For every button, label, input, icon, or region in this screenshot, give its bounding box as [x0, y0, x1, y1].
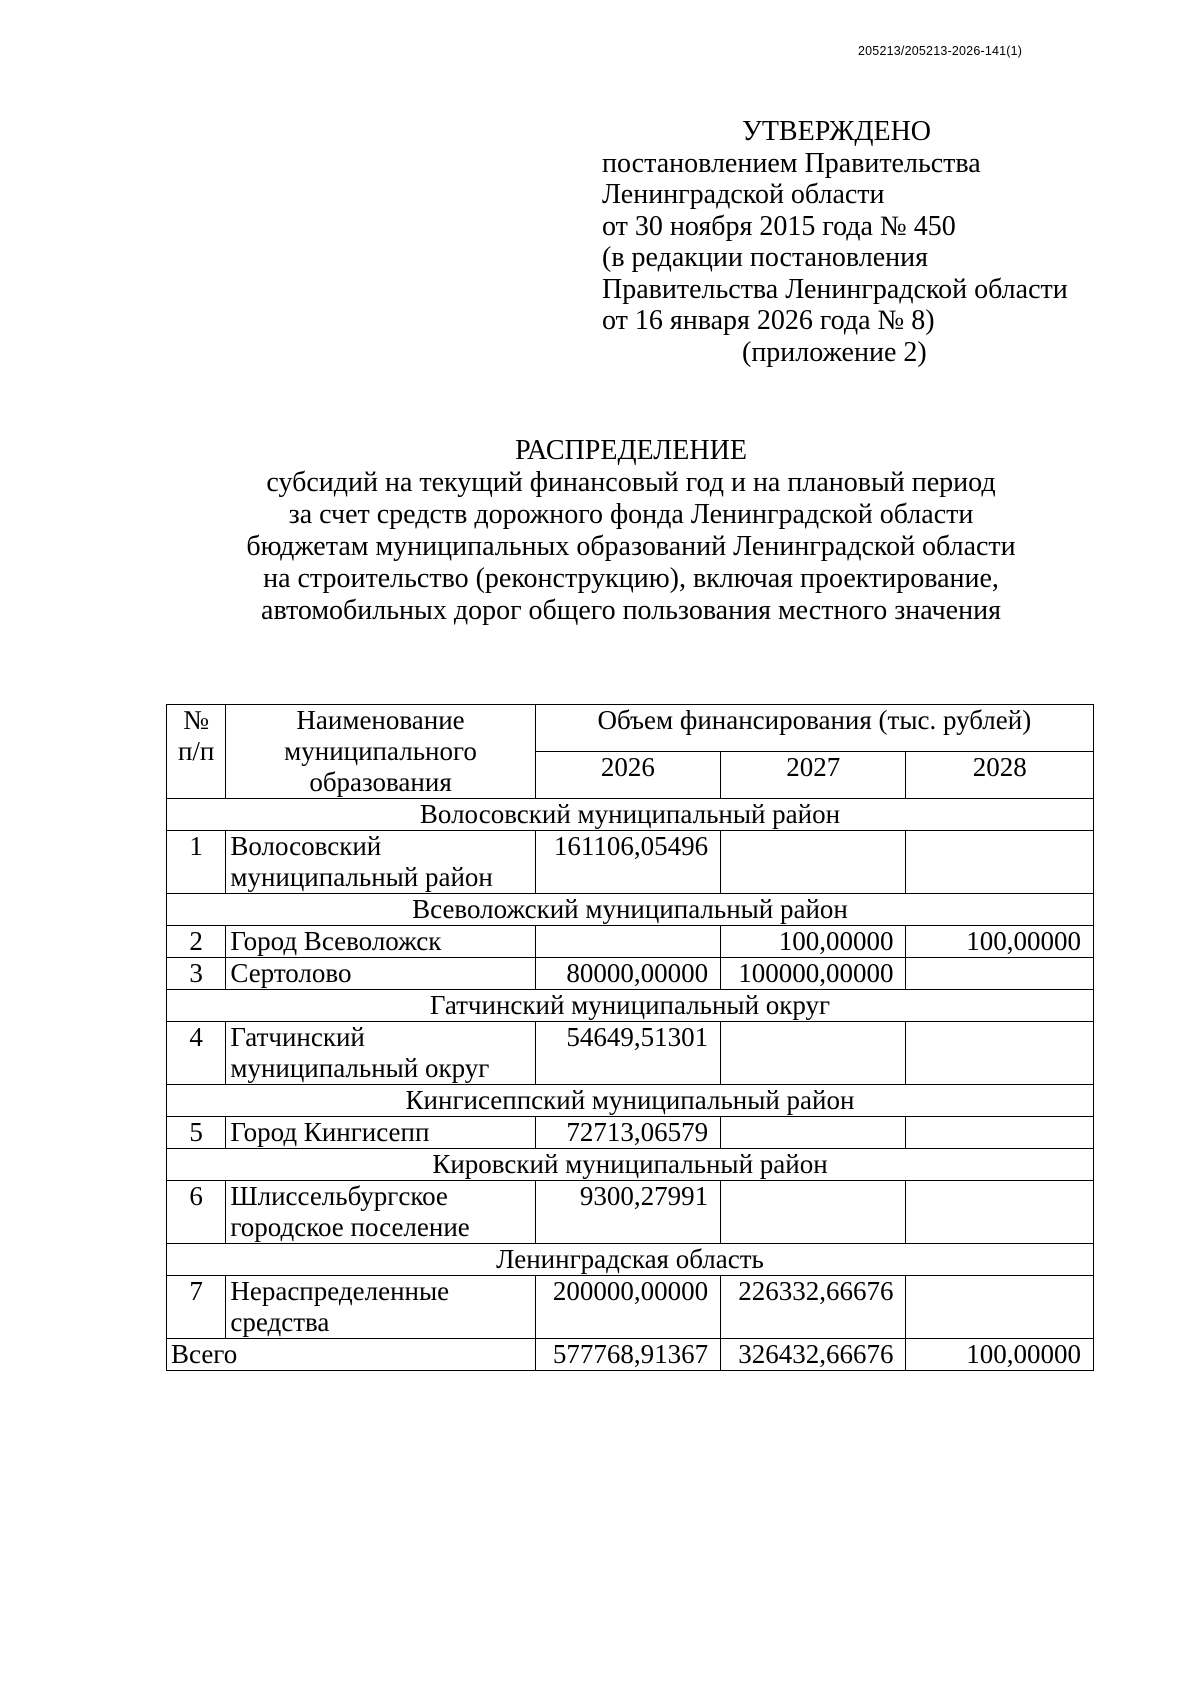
table-row	[167, 958, 1094, 990]
group-title: Гатчинский муниципальный округ	[167, 990, 1094, 1022]
approval-stamp	[602, 116, 1068, 368]
group-title: Всеволожский муниципальный район	[167, 894, 1094, 926]
header-year: 2026	[535, 752, 720, 799]
row-value-2027	[721, 1181, 906, 1244]
row-value-2027	[721, 1022, 906, 1085]
header-year: 2027	[721, 752, 906, 799]
title-line: автомобильных дорог общего пользования местного значения	[261, 595, 1001, 626]
group-title: Ленинградская область	[167, 1244, 1094, 1276]
table-row	[167, 1181, 1094, 1244]
title-line: бюджетам муниципальных образований Ленинградской области	[246, 531, 1016, 562]
document-title	[0, 435, 1200, 627]
row-num: 1	[167, 831, 226, 894]
row-name: Шлиссельбургское городское поселение	[226, 1181, 535, 1244]
approval-line: (в редакции постановления	[602, 242, 929, 273]
group-row	[167, 1149, 1094, 1181]
approval-line: Ленинградской области	[602, 179, 885, 210]
row-name: Гатчинский муниципальный округ	[226, 1022, 535, 1085]
approval-line: от 30 ноября 2015 года № 450	[602, 210, 956, 242]
row-value-2026: 72713,06579	[535, 1117, 720, 1149]
title-line: на строительство (реконструкцию), включая проектирование,	[263, 563, 999, 594]
total-value-2027: 326432,66676	[721, 1339, 906, 1371]
table-row	[167, 831, 1094, 894]
row-value-2028	[906, 831, 1094, 894]
group-row	[167, 1085, 1094, 1117]
title-line: за счет средств дорожного фонда Ленинградской области	[288, 499, 974, 530]
row-value-2026: 54649,51301	[535, 1022, 720, 1085]
row-num: 6	[167, 1181, 226, 1244]
row-value-2028	[906, 958, 1094, 990]
approval-heading: УТВЕРЖДЕНО	[742, 116, 932, 147]
approval-line: от 16 января 2026 года № 8)	[602, 305, 935, 336]
row-num: 7	[167, 1276, 226, 1339]
row-value-2027: 100,00000	[721, 926, 906, 958]
row-value-2028	[906, 1276, 1094, 1339]
group-title: Волосовский муниципальный район	[167, 799, 1094, 831]
total-value-2026: 577768,91367	[535, 1339, 720, 1371]
total-value-2028: 100,00000	[906, 1339, 1094, 1371]
row-num: 3	[167, 958, 226, 990]
row-value-2027	[721, 831, 906, 894]
table-row	[167, 1022, 1094, 1085]
row-name: Сертолово	[226, 958, 535, 990]
row-value-2027: 226332,66676	[721, 1276, 906, 1339]
total-row	[167, 1339, 1094, 1371]
group-title: Кингисеппский муниципальный район	[167, 1085, 1094, 1117]
row-value-2028	[906, 1181, 1094, 1244]
group-row	[167, 1244, 1094, 1276]
row-value-2028: 100,00000	[906, 926, 1094, 958]
header-num: № п/п	[167, 705, 226, 799]
approval-line: постановлением Правительства	[602, 147, 981, 179]
row-value-2028	[906, 1117, 1094, 1149]
header-name: Наименование муниципального образования	[226, 705, 535, 799]
header-year: 2028	[906, 752, 1094, 799]
table-row	[167, 1276, 1094, 1339]
row-num: 5	[167, 1117, 226, 1149]
group-title: Кировский муниципальный район	[167, 1149, 1094, 1181]
approval-annex: (приложение 2)	[742, 336, 927, 368]
group-row	[167, 894, 1094, 926]
table-row	[167, 926, 1094, 958]
row-value-2026: 80000,00000	[535, 958, 720, 990]
row-value-2027: 100000,00000	[721, 958, 906, 990]
row-num: 4	[167, 1022, 226, 1085]
total-label: Всего	[167, 1339, 536, 1371]
group-row	[167, 799, 1094, 831]
table-row	[167, 1117, 1094, 1149]
row-name: Город Кингисепп	[226, 1117, 535, 1149]
header-volume: Объем финансирования (тыс. рублей)	[535, 705, 1093, 752]
row-value-2026	[535, 926, 720, 958]
row-value-2026: 161106,05496	[535, 831, 720, 894]
title-line: субсидий на текущий финансовый год и на плановый период	[266, 467, 996, 498]
document-id: 205213/205213-2026-141(1)	[858, 44, 1023, 58]
approval-line: Правительства Ленинградской области	[602, 273, 1068, 305]
table-header-row	[167, 705, 1094, 752]
title-main: РАСПРЕДЕЛЕНИЕ	[515, 435, 747, 466]
distribution-table	[166, 704, 1094, 1371]
row-name: Нераспределенные средства	[226, 1276, 535, 1339]
row-value-2027	[721, 1117, 906, 1149]
row-name: Город Всеволожск	[226, 926, 535, 958]
row-num: 2	[167, 926, 226, 958]
row-value-2026: 200000,00000	[535, 1276, 720, 1339]
row-name: Волосовский муниципальный район	[226, 831, 535, 894]
group-row	[167, 990, 1094, 1022]
row-value-2028	[906, 1022, 1094, 1085]
row-value-2026: 9300,27991	[535, 1181, 720, 1244]
